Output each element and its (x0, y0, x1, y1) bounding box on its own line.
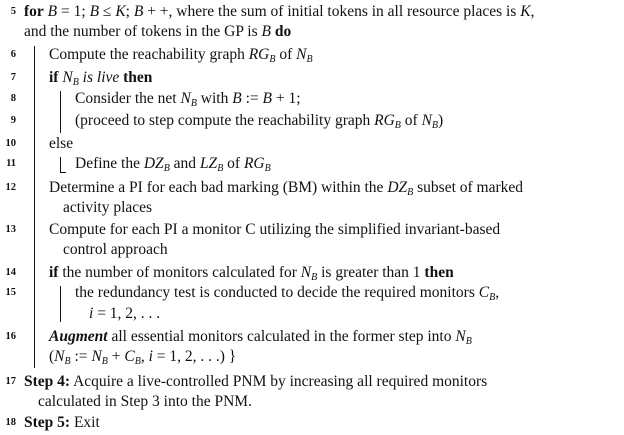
algorithm-line-15 (0, 283, 624, 304)
line-number: 8 (10, 93, 16, 104)
line-number: 5 (10, 6, 16, 17)
line-number: 18 (5, 417, 16, 428)
line-number: 10 (5, 138, 16, 149)
line-number: 13 (5, 224, 16, 235)
algorithm-line-6 (0, 45, 624, 66)
line-number: 16 (5, 331, 16, 342)
line-text: Compute the reachability graph $RG_B$ of $N_B$ (49, 46, 313, 65)
algorithm-line-15-cont (0, 304, 624, 325)
algorithm-line-13 (0, 220, 624, 241)
line-text: (proceed to step compute the reachability graph $RG_B$ of $N_B$) (75, 112, 444, 131)
algorithm-line-10 (0, 134, 624, 155)
line-number: 9 (10, 115, 16, 126)
algorithm-line-16 (0, 327, 624, 348)
algorithm-line-18 (0, 413, 624, 434)
algorithm-line-5 (0, 2, 624, 23)
algorithm-line-12-cont (0, 198, 624, 219)
line-text: if $N_B$ is live then (49, 69, 153, 88)
algorithm-line-9 (0, 111, 624, 132)
algorithm-line-11 (0, 154, 624, 175)
line-text: Augment all essential monitors calculated in the former step into $N_B$ (49, 328, 472, 347)
line-text: Define the $DZ_B$ and $LZ_B$ of $RG_B$ (75, 155, 271, 174)
line-text: i = 1, 2, . . . (89, 305, 161, 322)
line-text: Step 4: Acquire a live-controlled PNM by increasing all required monitors (24, 373, 488, 390)
line-text: for B = 1; B ≤ K; B + +, where the sum of initial tokens in all resource places is K, (24, 3, 535, 20)
line-number: 6 (10, 49, 16, 60)
line-text: activity places (63, 199, 153, 216)
algorithm-line-7 (0, 68, 624, 89)
line-text: else (49, 135, 74, 152)
algorithm-line-12 (0, 178, 624, 199)
line-text: ($N_B$ := $N_B + C_B$, i = 1, 2, . . .) } (49, 348, 237, 367)
line-text: calculated in Step 3 into the PNM. (38, 393, 252, 410)
algorithm-line-17-cont (0, 392, 624, 413)
algorithm-line-17 (0, 372, 624, 393)
algorithm-line-8 (0, 89, 624, 110)
line-text: and the number of tokens in the GP is B do (24, 23, 292, 40)
algorithm-line-14 (0, 263, 624, 284)
algorithm-line-16-cont (0, 347, 624, 368)
algorithm-line-13-cont (0, 240, 624, 261)
line-number: 7 (10, 72, 16, 83)
line-number: 15 (5, 287, 16, 298)
line-text: if the number of monitors calculated for $N_B$ is greater than 1 then (49, 264, 454, 283)
line-text: Determine a PI for each bad marking (BM) within the $DZ_B$ subset of marked (49, 179, 524, 198)
line-number: 11 (6, 158, 16, 169)
line-number: 17 (5, 376, 16, 387)
line-text: Consider the net $N_B$ with B := B + 1; (75, 90, 301, 109)
line-number: 14 (5, 267, 16, 278)
line-number: 12 (5, 182, 16, 193)
line-text: control approach (63, 241, 168, 258)
algorithm-line-5-cont (0, 22, 624, 43)
line-text: Compute for each PI a monitor C utilizing the simplified invariant-based (49, 221, 501, 238)
line-text: the redundancy test is conducted to decide the required monitors $C_B$, (75, 284, 500, 303)
line-text: Step 5: Exit (24, 414, 100, 431)
